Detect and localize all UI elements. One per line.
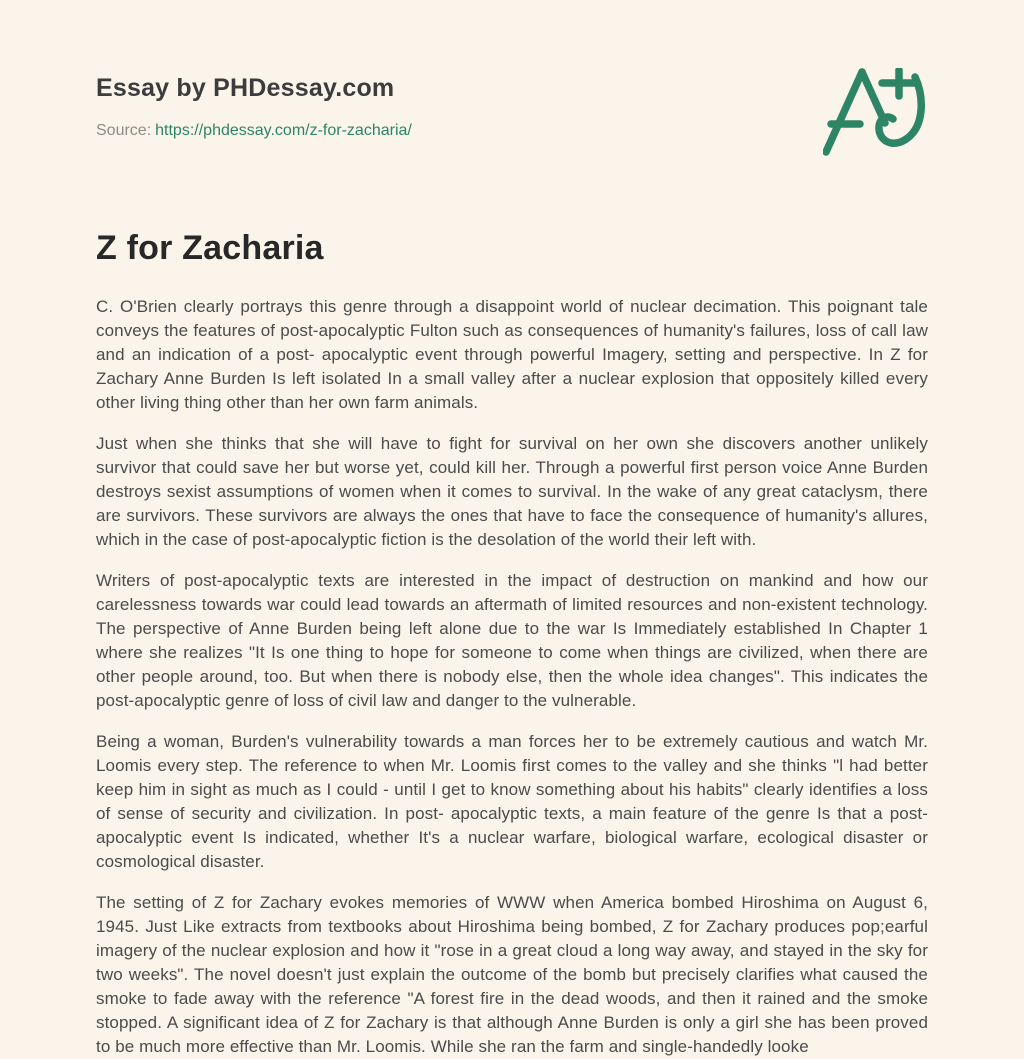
essay-article	[96, 227, 928, 1059]
brand-title: Essay by PHDessay.com	[96, 74, 395, 102]
source-label: Source:	[96, 122, 152, 139]
essay-title: Z for Zacharia	[96, 229, 324, 267]
page-header	[96, 0, 928, 161]
header-text-block	[96, 72, 412, 140]
essay-paragraph-3: Writers of post-apocalyptic texts are interested in the impact of destruction on mankind and how our carelessness towards war could lead towards an aftermath of limited resources and non-existent technology. The perspective of Anne Burden being left alone due to the war Is Immediately established In Chapter 1 where she realizes "It Is one thing to hope for someone to come when things are civilized, when there are other people around, too. But when there is nobody else, then the whole idea changes". This indicates the post-apocalyptic genre of loss of civil law and danger to the vulnerable.	[96, 571, 928, 710]
essay-paragraph-5: The setting of Z for Zachary evokes memories of WWW when America bombed Hiroshima on August 6, 1945. Just Like extracts from textbooks about Hiroshima being bombed, Z for Zachary produces pop;earful imagery of the nuclear explosion and how it "rose in a great cloud a long way away, and stayed in the sky for two weeks". The novel doesn't just explain the outcome of the bomb but precisely clarifies what caused the smoke to fade away with the reference "A forest fire in the dead woods, and then it rained and the smoke stopped. A significant idea of Z for Zachary is that although Anne Burden is only a girl she has been proved to be much more effective than Mr. Loomis. While she ran the farm and single-handedly looke	[96, 893, 928, 1056]
essay-paragraph-4: Being a woman, Burden's vulnerability towards a man forces her to be extremely cautious and watch Mr. Loomis every step. The reference to when Mr. Loomis first comes to the valley and she thinks "l had better keep him in sight as much as I could - until I get to know something about his habits" clearly identifies a loss of sense of security and civilization. In post- apocalyptic texts, a main feature of the genre Is that a post-apocalyptic event Is indicated, whether It's a nuclear warfare, biological warfare, ecological disaster or cosmological disaster.	[96, 732, 928, 871]
a-plus-logo-icon	[823, 68, 928, 156]
logo-wrap	[823, 68, 928, 161]
essay-paragraph-1: C. O'Brien clearly portrays this genre through a disappoint world of nuclear decimation. This poignant tale conveys the features of post-apocalyptic Fulton such as consequences of humanity's failures, loss of call law and an indication of a post- apocalyptic event through powerful Imagery, setting and perspective. In Z for Zachary Anne Burden Is left isolated In a small valley after a nuclear explosion that oppositely killed every other living thing other than her own farm animals.	[96, 297, 928, 412]
essay-paragraph-2: Just when she thinks that she will have to fight for survival on her own she discovers another unlikely survivor that could save her but worse yet, could kill her. Through a powerful first person voice Anne Burden destroys sexist assumptions of women when it comes to survival. In the wake of any great cataclysm, there are survivors. These survivors are always the ones that have to face the consequence of humanity's allures, which in the case of post-apocalyptic fiction is the desolation of the world their left with.	[96, 434, 928, 549]
source-url-link[interactable]: https://phdessay.com/z-for-zacharia/	[155, 122, 412, 139]
source-line	[96, 122, 412, 140]
